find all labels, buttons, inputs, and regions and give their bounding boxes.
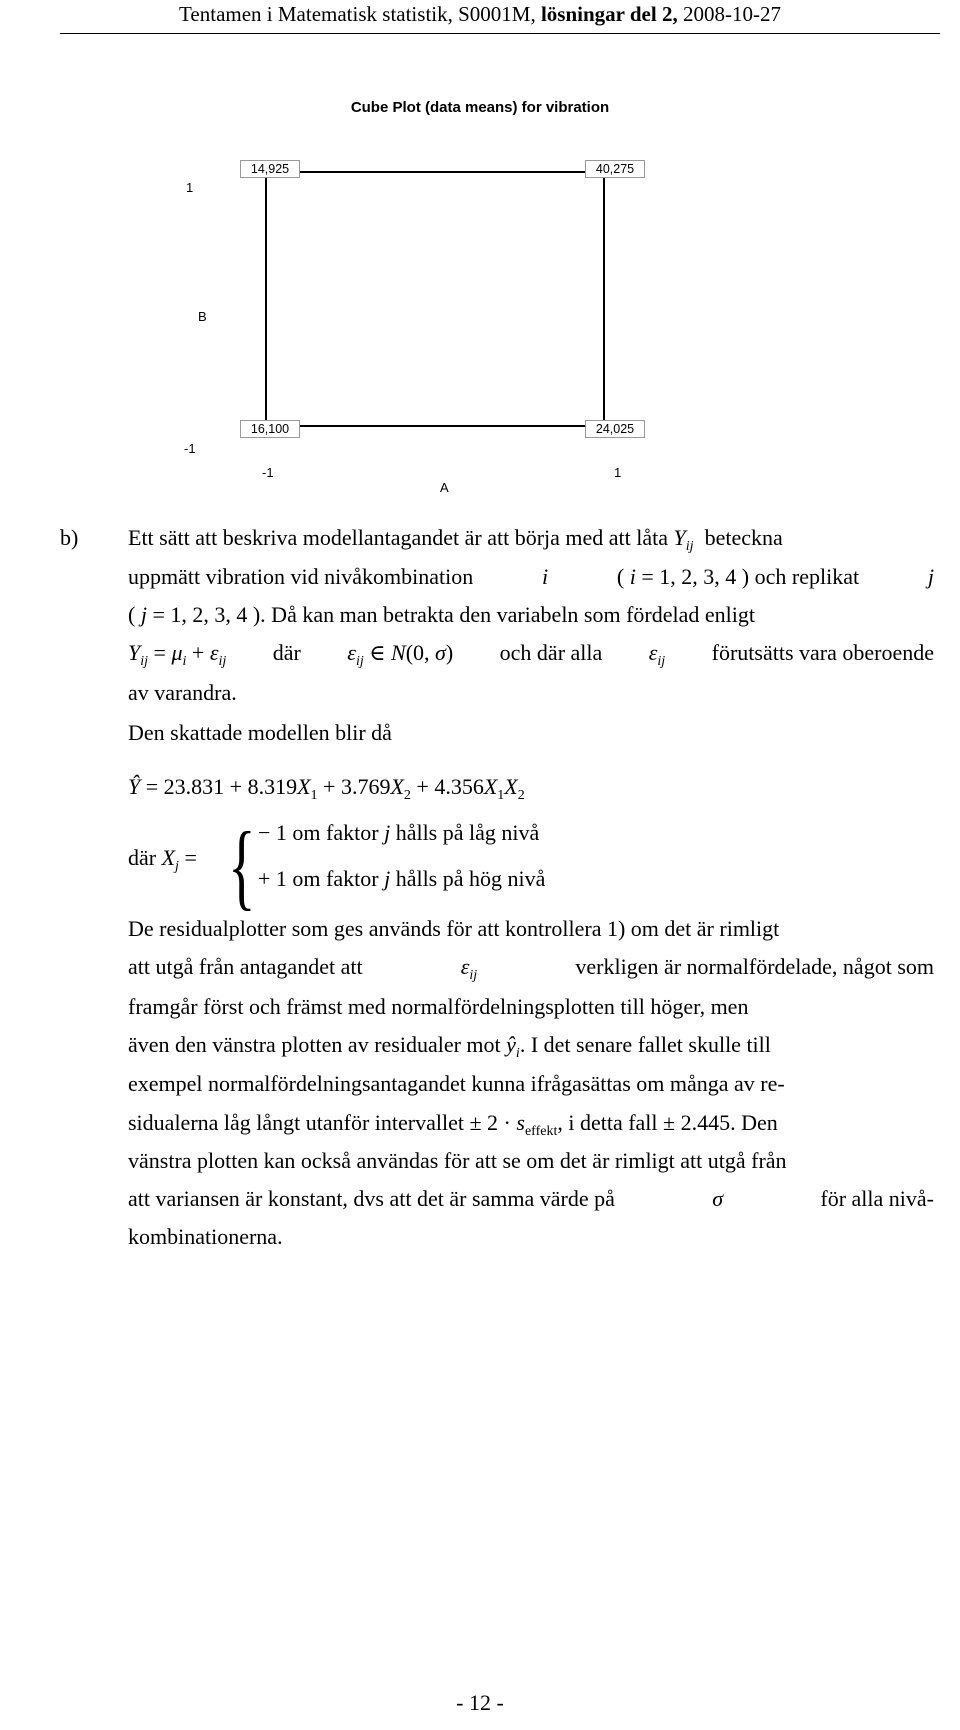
dar-label: där [128,845,157,870]
cube-value-top-right: 40,275 [585,160,645,178]
p1-line2-text-c: = 1, 2, 3, 4 ) och replikat [641,564,860,589]
p3-line6: sidualerna låg långt utanför intervallet ± $2 \cdot s_{effekt}$, i detta fall ± 2.445. Den [128,1110,778,1139]
p3-line9: kombinationerna. [128,1224,283,1249]
page-number: - 12 - [456,1690,504,1715]
axis-b-low: -1 [184,441,196,456]
case-brace: { [228,812,256,919]
p3-line5: exempel normalfördelningsantagandet kunna ifrågasättas om många av re- [128,1071,785,1096]
p1-line4-text-b: och där alla [499,640,603,665]
p3-line4-text-a: även den vänstra plotten av residualer mot [128,1032,501,1057]
p1-line5: av varandra. [128,680,237,705]
header-course: Tentamen i Matematisk statistik, S0001M, [179,2,536,26]
model-equation: Ŷ = $23.831 + 8.319X_1 + 3.769X_2 + 4.356X_1X_2$ [128,774,525,803]
case-low-text-b: hålls på låg nivå [395,820,540,845]
p1-line1: Ett sätt att beskriva modellantagandet är att börja med att låta $Y_{ij}$ beteckna [128,525,783,554]
p1-line2: uppmätt vibration vid nivåkombination i ( i = 1, 2, 3, 4 ) och replikat j [128,564,934,589]
p3-line6-text-a: sidualerna låg långt utanför intervallet [128,1110,464,1135]
p1-line4: $Y_{ij} = \mu_i + \varepsilon_{ij}$ där $\varepsilon_{ij}$ ∈ N(0, σ) och där alla $\varepsilon_{ij}$ förutsätts vara oberoende [128,640,934,669]
header-date: 2008-10-27 [682,2,781,26]
model-eq-part3: + 4.356 [416,774,484,799]
p3-line1: De residualplotter som ges används för att kontrollera 1) om det är rimligt [128,916,780,941]
p3-line8-text-a: att variansen är konstant, dvs att det är samma värde på [128,1186,615,1211]
axis-b-high: 1 [186,180,194,195]
model-eq-part1: = 23.831 + 8.319 [145,774,298,799]
case-low-text-a: − 1 om faktor [258,820,379,845]
p1-line1-text-b: beteckna [704,525,783,550]
cube-value-top-left: 14,925 [240,160,300,178]
p1-line3-text: = 1, 2, 3, 4 ). Då kan man betrakta den variabeln som fördelad enligt [152,602,756,627]
p1-line2-text-a: uppmätt vibration vid nivåkombination [128,564,474,589]
case-high-text-a: + 1 om faktor [258,866,379,891]
p3-line6-pm: ± 2 · [469,1110,511,1135]
dar-xj: där $X_j$ = [128,845,197,874]
p1-line3: ( j = 1, 2, 3, 4 ). Då kan man betrakta den variabeln som fördelad enligt [128,602,756,627]
p3-line6-value: ± 2.445 [663,1110,731,1135]
cube-value-bottom-left: 16,100 [240,420,300,438]
p1-line1-text-a: Ett sätt att beskriva modellantagandet är att börja med att låta [128,525,669,550]
cube-plot-title: Cube Plot (data means) for vibration [350,99,610,116]
axis-a-low: -1 [262,465,274,480]
header-rule [60,33,940,34]
axis-a-label: A [440,480,449,495]
case-high-text-b: hålls på hög nivå [395,866,546,891]
page-header [0,2,960,27]
p3-line6-text-c: , i detta fall [557,1110,658,1135]
cube-plot-square [265,171,605,427]
p3-line2: att utgå från antagandet att $\varepsilon_{ij}$ verkligen är normalfördelade, något som [128,954,934,983]
p1-line4-text-c: förutsätts vara oberoende [711,640,934,665]
p3-line4-text-b: . I det senare fallet skulle till [519,1032,771,1057]
cube-value-bottom-right: 24,025 [585,420,645,438]
case-low: − 1 om faktor j hålls på låg nivå [258,820,540,845]
axis-b-label: B [198,309,207,324]
p1-line4-dar: där [272,640,301,665]
p1-line2-paren: ( [616,564,625,589]
p3-line8: att variansen är konstant, dvs att det är samma värde på σ för alla nivå- [128,1186,934,1211]
p3-line4: även den vänstra plotten av residualer mot $ŷ_i$. I det senare fallet skulle till [128,1032,771,1061]
p3-line7: vänstra plotten kan också användas för att se om det är rimligt att utgå från [128,1148,787,1173]
p3-line2-text-b: verkligen är normalfördelade, något som [575,954,934,979]
case-high: + 1 om faktor j hålls på hög nivå [258,866,546,891]
model-eq-part2: + 3.769 [323,774,391,799]
p1-line3-paren: ( [128,602,136,627]
item-label: b) [60,525,79,550]
p3-line6-text-e: . Den [730,1110,778,1135]
p2-line: Den skattade modellen blir då [128,720,392,745]
header-bold: lösningar del 2, [540,2,678,26]
p3-line3: framgår först och främst med normalfördelningsplotten till höger, men [128,994,749,1019]
p3-line8-text-b: för alla nivå- [820,1186,934,1211]
p3-line2-text-a: att utgå från antagandet att [128,954,363,979]
axis-a-high: 1 [614,465,622,480]
